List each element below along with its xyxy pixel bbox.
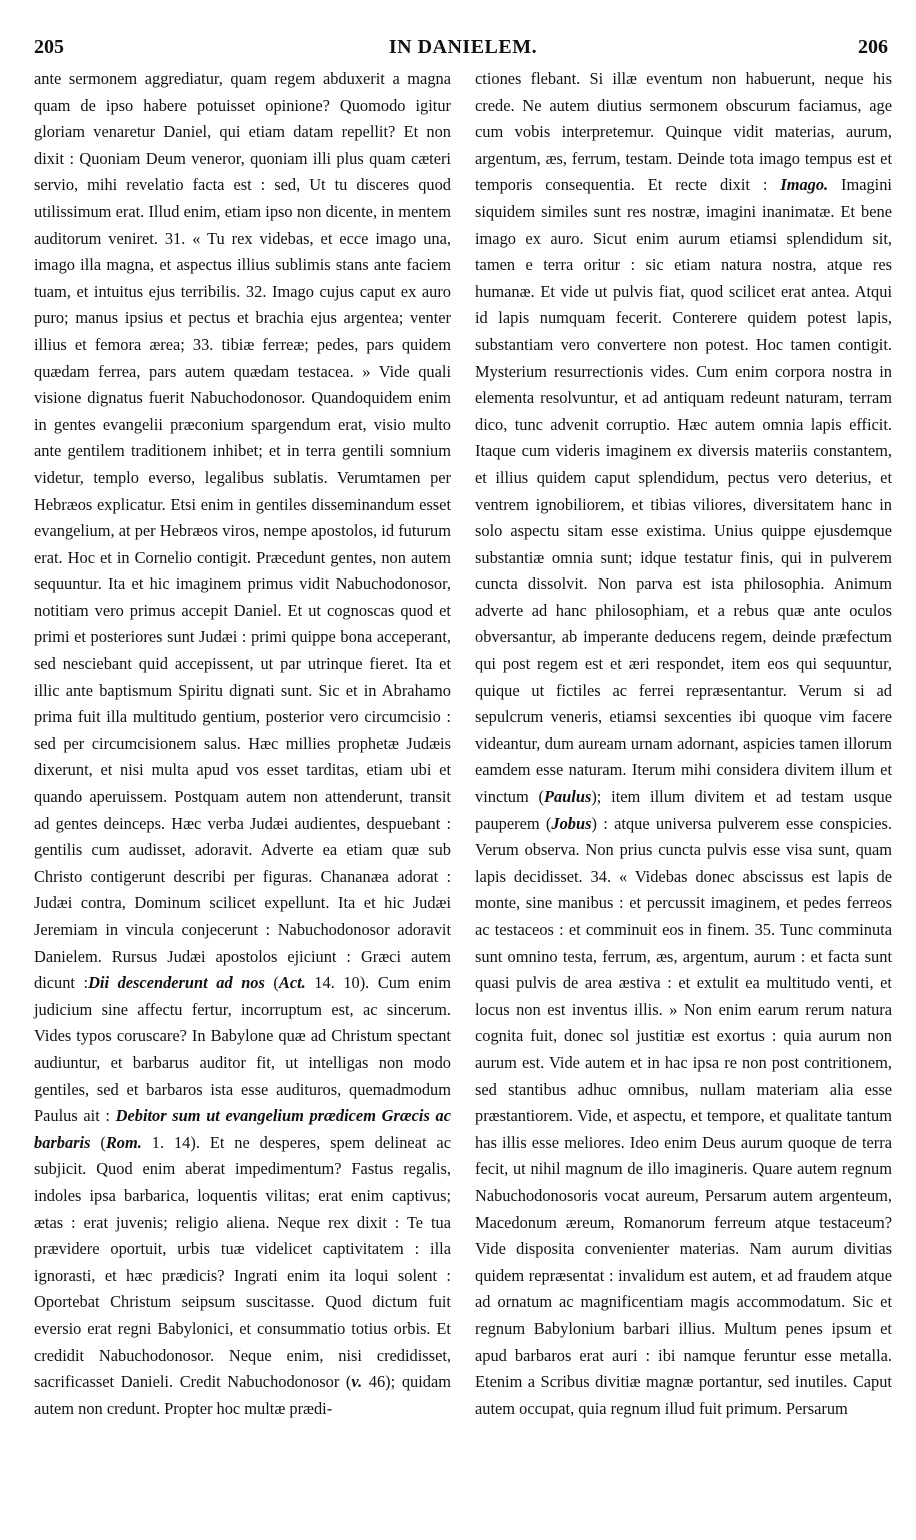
text-run: ctiones flebant. Si illæ eventum non habuerunt, neque his crede. Ne autem diutius sermonem obscurum faciamus, age cum vobis interpretemur. Quinque vidit materias, aurum, argentum, æs, ferrum, testam. Deinde tota imago tempus est et temporis consequentia. Et recte dixit : [475,69,892,195]
text-run: ( [90,1132,106,1152]
running-title: IN DANIELEM. [388,36,538,58]
right-column [475,66,892,1422]
citation-italic: Imago. [780,175,829,195]
citation-italic: Act. [278,973,306,993]
text-run: ); item illum divitem et ad testam usque pauperem ( [475,787,892,833]
page-number-left: 205 [34,36,64,58]
text-run: 1. 14). Et ne desperes, spem delineat ac subjicit. Quod enim aberat impedimentum? Fastus regalis, indoles ipsa barbarica, loquentis vilitas; erat enim captivus; ætas : erat juvenis; religio aliena. Neque rex dixit : Te tua prævidere oportuit, urbis tuæ videlicet captivitatem : illa ignorasti, et hæc prædicis? Ingrati enim ita loqui solent : Oportebat Christum seipsum suscitasse. Quod dictum fuit eversio erat regni Babylonici, et consummatio totius orbis. Et credidit Nabuchodonosor. Neque enim, nisi credidisset, sacrificasset Danieli. Credit Nabuchodonosor ( [34,1132,451,1392]
text-run: Imagini siquidem similes sunt res nostræ, imagini inanimatæ. Et bene imago ex auro. Sicut enim aurum etiamsi splendidum sit, tamen e terra oritur : sic etiam natura nostra, atque res humanæ. Et vide ut pulvis fiat, quod scilicet erat antea. Atqui id lapis numquam fecerit. Conterere quidem potest lapis, substantiam vero convertere non potest. Hoc tamen contigit. Mysterium resurrectionis vides. Cum enim corpora nostra in elementa resolvuntur, et ad antiquam redeunt naturam, terram dico, tunc advenit corruptio. Hæc autem omnia lapis efficit. Itaque cum videris imaginem ex diversis materiis constantem, et illius quidem caput splendidum, pectus vero deterius, et ventrem ignobiliorem, et tibias viliores, diversitatem hanc in solo aspectu sitam esse existima. Unius quippe ejusdemque substantiæ omnia sunt; idque testatur finis, qui in pulverem cuncta dissolvit. Non parva est ista philosophia. Animum adverte ad hanc philosophiam, et a rebus quæ ante oculos obversantur, ab imperante deducens regem, deinde præfectum qui post regem est et æri respondet, item eos qui sequuntur, quique ut fictiles ac ferrei repræsentantur. Verum si ad sepulcrum veneris, etiamsi sexcenties ibi quoque vim facere videantur, dum auream urnam adornant, aspicies tamen illorum eamdem esse naturam. Iterum mihi considera divitem illum et vinctum ( [475,175,892,807]
citation-italic: Rom. [105,1132,142,1152]
citation-italic: Dii descenderunt ad nos [88,973,265,993]
page-number-right: 206 [858,36,888,58]
text-run: 14. 10). Cum enim judicium sine affectu fertur, incorruptum est, ac sincerum. Vides typos coruscare? In Babylone quæ ad Christum spectant audiuntur, et barbarus auditor fit, ut intelligas non modo gentiles, sed et barbaros ista esse audituros, quemadmodum Paulus ait : [34,973,452,1126]
text-run: 46); quidam autem non credunt. Propter hoc multæ prædi- [34,1372,451,1418]
text-run: ) : atque universa pulverem esse conspicies. Verum observa. Non prius cuncta pulvis esse visa sunt, quam lapis decidisset. 34. « Videbas donec abscissus est lapis de monte, sine manibus : et percussit imaginem, et pedes ferreos ac testaceos : et comminuit eos in finem. 35. Tunc comminuta sunt omnino testa, ferrum, æs, argentum, aurum : et facta sunt quasi pulvis de area æstiva : et extulit ea multitudo venti, et locus non est inventus illis. » Non enim earum rerum natura cognita fuit, donec sol justitiæ est exortus : quia aurum non aurum est. Vide autem et in hac ipsa re non post contritionem, sed stantibus adhuc omnibus, nullam materiam alia esse præstantiorem. Vide, et aspectu, et tempore, et qualitate tantum has illis esse meliores. Ideo enim Deus aurum quoque de terra fecit, ut nihil magnum de illo imagineris. Quare autem regnum Nabuchodonosoris vocat aureum, Persarum autem argenteum, Macedonum æreum, Romanorum ferreum atque testaceum? Vide disposita convenienter materias. Nam aurum divitias quidem repræsentat : invalidum est autem, et ad fraudem atque ad ornatum ac magnificentiam magis accommodatum. Sic et regnum Babylonium barbari illius. Multum penes ipsum et apud barbaros erat auri : ibi namque feruntur esse metalla. Etenim a Scribus divitiæ magnæ portantur, sed inutiles. Caput autem occupat, quia regnum illud fuit primum. Persarum [475,813,892,1418]
text-columns [34,66,892,1422]
left-column [34,66,451,1422]
left-column-text [34,66,451,1422]
right-column-text [475,66,892,1422]
citation-italic: Jobus [551,813,592,833]
running-header [34,30,892,66]
citation-italic: v. [351,1372,363,1392]
citation-italic: Debitor sum ut evangelium prædicem Græcis ac barbaris [34,1106,451,1152]
text-run: ante sermonem aggrediatur, quam regem abduxerit a magna quam de ipso habere potuisset opinione? Quomodo igitur gloriam venaretur Daniel, qui etiam datam repellit? Et non dixit : Quoniam Deum veneror, quoniam illi plus quam cæteri servio, mihi revelatio facta est : sed, Ut tu disceres quod utilissimum erat. Illud enim, etiam ipso non dicente, in mentem auditorum veniret. 31. « Tu rex videbas, et ecce imago una, imago illa magna, et aspectus illius sublimis stans ante faciem tuam, et intuitus ejus terribilis. 32. Imago cujus caput ex auro puro; manus ipsius et pectus et brachia ejus argentea; venter illius et femora ærea; 33. tibiæ ferreæ; pedes, pars quidem quædam ferrea, pars autem quædam testacea. » Vide quali visione dignatus fuerit Nabuchodonosor. Quandoquidem enim in gentes evangelii præconium spargendum erat, visio multo ante gentilem traditionem inhibet; et in terra gentili somnium videtur, templo everso, legalibus sublatis. Verumtamen per Hebræos explicatur. Etsi enim in gentiles disseminandum esset evangelium, at per Hebræos viros, nempe apostolos, id futurum erat. Hoc et in Cornelio contigit. Præcedunt gentes, non autem sequuntur. Ita et hic imaginem primus vidit Nabuchodonosor, notitiam vero primus accepit Daniel. Et ut cognoscas quod et primi et posteriores sunt Judæi : primi quippe bona acceperant, sed nesciebant quid accepissent, ut par utrinque fieret. Ita et illic ante baptismum Spiritu dignati sunt. Sic et in Abrahamo prima fuit illa multitudo gentium, posterior vero circumcisio : sed per circumcisionem salus. Hæc millies prophetæ Judæis dixerunt, et nisi multa apud vos esset tarditas, etiam ubi et quando aperuissem. Postquam autem non attenderunt, transit ad gentes deinceps. Hæc verba Judæi audientes, despuebant : gentilis cum audisset, adoravit. Adverte ea etiam quæ sub Christo contigerunt describi per figuras. Chananæa adorat : Judæi contra, Dominum scilicet expellunt. Ita et hic Judæi Jeremiam in vincula conjecerunt : Nabuchodonosor adoravit Danielem. Rursus Judæi apostolos ejiciunt : Græci autem dicunt : [34,69,451,993]
text-run: ( [264,973,279,993]
citation-italic: Paulus [543,787,592,807]
